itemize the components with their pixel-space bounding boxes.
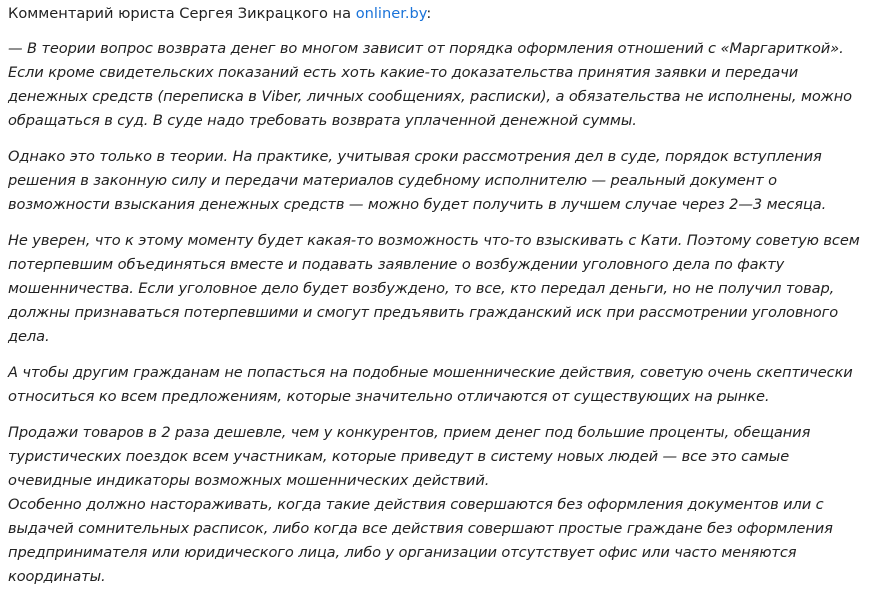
- paragraph-practice: Однако это только в теории. На практике, учитывая сроки рассмотрения дел в суде, порядок вступления решения в законную силу и передачи материалов судебному исполнителю — реальный документ о возможности взыскания денежных средств — можно будет получить в лучшем случае через 2—3 месяца.: [8, 148, 827, 213]
- onliner-link[interactable]: onliner.by: [355, 5, 427, 22]
- intro-text: Комментарий юриста Сергея Зикрацкого на: [8, 5, 356, 22]
- paragraph-warning: Особенно должно настораживать, когда такие действия совершаются без оформления документов или с выдачей сомнительных расписок, либо когда все действия совершают простые граждане без оформления предпринимателя или юридического лица, либо у организации отсутствует офис или часто меняются координаты.: [8, 496, 833, 585]
- intro-suffix: :: [426, 5, 432, 22]
- intro-line: [8, 2, 872, 25]
- paragraph-skepticism: А чтобы другим гражданам не попасться на подобные мошеннические действия, советую очень скептически относиться ко всем предложениям, которые значительно отличаются от существующих на рынке.: [8, 364, 853, 405]
- paragraph-indicators: Продажи товаров в 2 раза дешевле, чем у конкурентов, прием денег под большие проценты, обещания туристических поездок всем участникам, которые приведут в систему новых людей — все это самые очевидные индикаторы возможных мошеннических действий.: [8, 424, 811, 489]
- paragraph-theory: — В теории вопрос возврата денег во многом зависит от порядка оформления отношений с «Маргариткой». Если кроме свидетельских показаний есть хоть какие-то доказательства принятия заявки и передачи денежных средств (переписка в Viber, личных сообщениях, расписки), а обязательства не исполнены, можно обращаться в суд. В суде надо требовать возврата уплаченной денежной суммы.: [8, 40, 852, 129]
- paragraph-criminal-case: Не уверен, что к этому моменту будет какая-то возможность что-то взыскивать с Кати. Поэтому советую всем потерпевшим объединяться вместе и подавать заявление о возбуждении уголовного дела по факту мошенничества. Если уголовное дело будет возбуждено, то все, кто передал деньги, но не получил товар, должны признаваться потерпевшими и смогут предъявить гражданский иск при рассмотрении уголовного дела.: [8, 232, 860, 345]
